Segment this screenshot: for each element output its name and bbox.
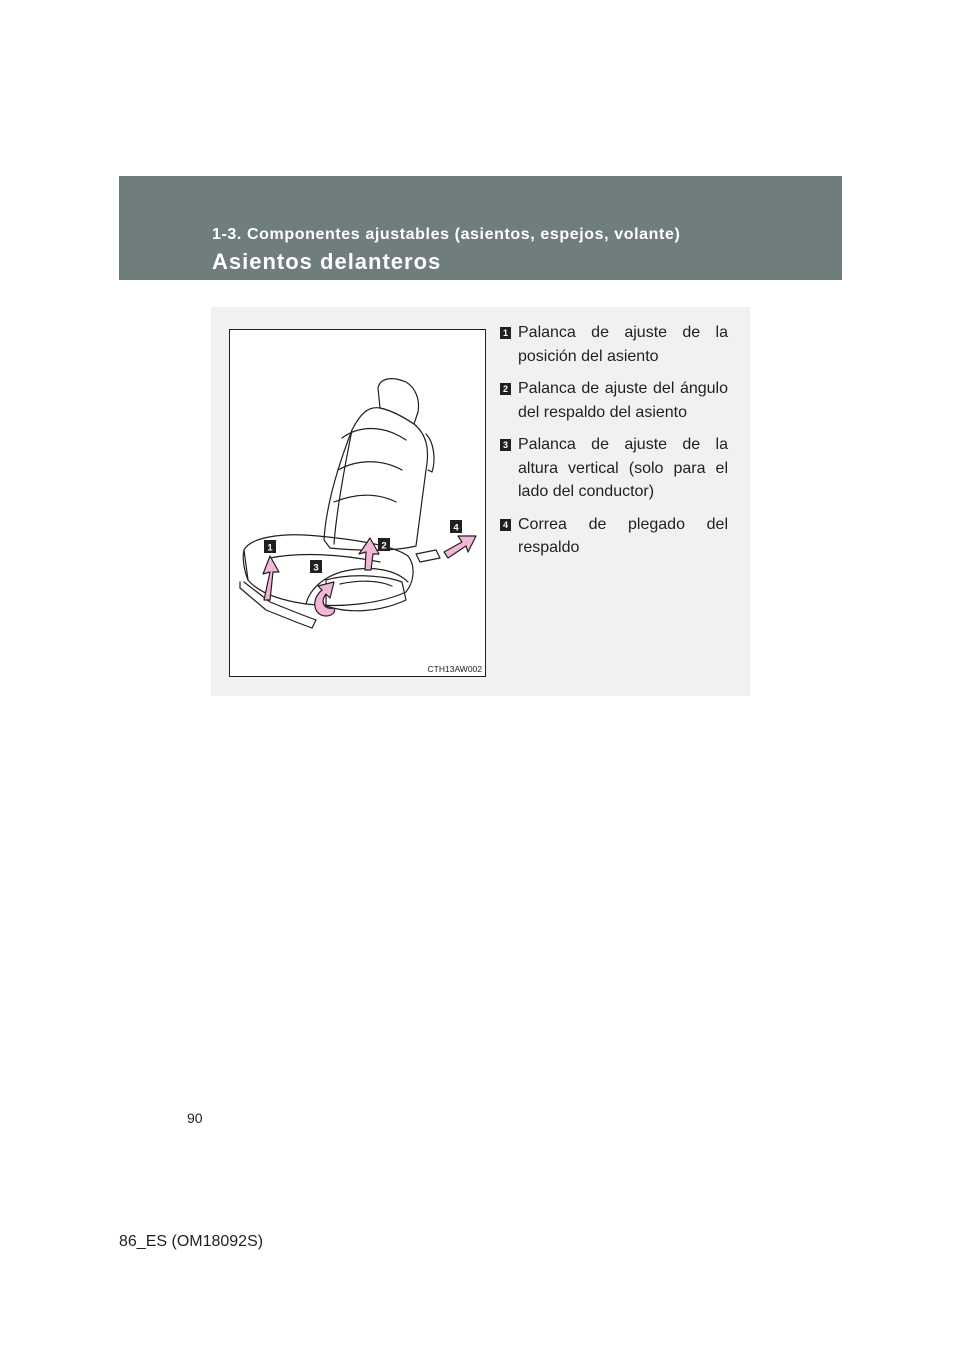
legend-item [500, 513, 728, 560]
arrow-2 [359, 538, 379, 570]
seat-illustration [230, 330, 485, 676]
legend-item [500, 321, 728, 368]
legend-number-badge: 3 [500, 439, 511, 451]
document-code: 86_ES (OM18092S) [119, 1233, 264, 1250]
legend-text: Palanca de ajuste de la posición del asiento [518, 324, 728, 365]
legend-number-badge: 2 [500, 383, 511, 395]
legend-item [500, 433, 728, 504]
figure-code: CTH13AW002 [427, 664, 482, 674]
legend-text: Correa de plegado del respaldo [518, 515, 728, 556]
arrow-4 [444, 536, 476, 558]
legend-text: Palanca de ajuste de la altura vertical (solo para el lado del conductor) [518, 436, 728, 500]
arrow-1 [263, 556, 279, 600]
legend-number-badge: 4 [500, 519, 511, 531]
legend-list [500, 321, 728, 569]
legend-text: Palanca de ajuste del ángulo del respaldo del asiento [518, 380, 728, 421]
section-label: 1-3. Componentes ajustables (asientos, espejos, volante) [212, 226, 681, 243]
callout-4: 4 [453, 522, 459, 534]
page-number: 90 [187, 1110, 203, 1126]
callout-2: 2 [381, 540, 387, 552]
callout-1: 1 [267, 542, 273, 554]
legend-number-badge: 1 [500, 327, 511, 339]
callout-3: 3 [313, 562, 319, 574]
arrow-3 [315, 582, 335, 616]
seat-figure [229, 329, 486, 677]
page-title: Asientos delanteros [212, 249, 442, 274]
legend-item [500, 377, 728, 424]
